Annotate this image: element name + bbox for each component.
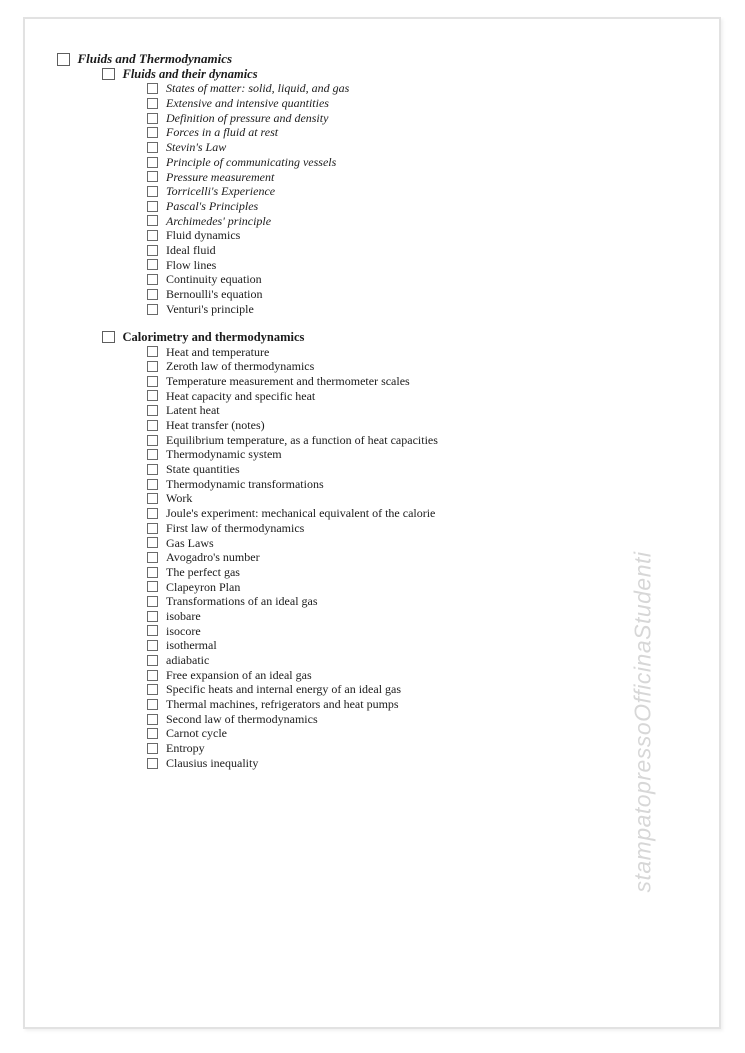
checklist-item [25, 140, 719, 155]
checklist-item [25, 477, 719, 492]
checkbox-icon[interactable] [147, 537, 158, 548]
checklist-item-label: adiabatic [166, 653, 210, 667]
checklist-item [25, 81, 719, 96]
checkbox-icon[interactable] [147, 523, 158, 534]
checklist-item [25, 682, 719, 697]
checklist-item [25, 67, 719, 82]
checkbox-icon[interactable] [147, 346, 158, 357]
checklist-item-label: Stevin's Law [166, 140, 227, 155]
checklist-item [25, 403, 719, 418]
checklist-item-label: Carnot cycle [166, 726, 227, 741]
checklist-item-label: Entropy [166, 741, 205, 756]
checklist-item-label: Bernoulli's equation [166, 287, 263, 301]
checklist-item [25, 52, 719, 67]
checklist-item [25, 565, 719, 580]
checklist-item-label: Clausius inequality [166, 755, 259, 770]
checklist-item-label: Heat transfer (notes) [166, 418, 265, 432]
checklist-item-label: Fluids and Thermodynamics [77, 51, 233, 66]
checklist-item-label: Pascal's Principles [166, 198, 259, 213]
checklist-item-label: Zeroth law of thermodynamics [166, 359, 315, 374]
checkbox-icon[interactable] [147, 376, 158, 387]
checklist-item-label: Heat capacity and specific heat [166, 388, 316, 403]
checkbox-icon[interactable] [147, 743, 158, 754]
checkbox-icon[interactable] [102, 331, 115, 344]
checklist-item-label: isocore [166, 623, 201, 638]
checklist-item [25, 170, 719, 185]
checklist-item-label: isothermal [166, 638, 217, 653]
checklist-item [25, 345, 719, 360]
checklist-item-label: State quantities [166, 462, 240, 477]
checklist-item-label: Thermodynamic system [166, 447, 282, 462]
checklist-item-label: The perfect gas [166, 564, 240, 579]
watermark-text: stampatopressoOfficinaStudenti [629, 551, 656, 893]
checklist-item-label: Ideal fluid [166, 242, 216, 257]
checklist-item [25, 330, 719, 345]
checkbox-icon[interactable] [147, 479, 158, 490]
checkbox-icon[interactable] [147, 405, 158, 416]
checklist-item [25, 741, 719, 756]
checklist-item [25, 550, 719, 565]
checkbox-icon[interactable] [147, 390, 158, 401]
checkbox-icon[interactable] [147, 435, 158, 446]
checklist-item [25, 418, 719, 433]
checkbox-icon[interactable] [147, 625, 158, 636]
checklist-item [25, 433, 719, 448]
checklist-item-label: Free expansion of an ideal gas [166, 667, 312, 682]
checklist-item-label: Thermodynamic transformations [166, 476, 324, 491]
checkbox-icon[interactable] [147, 127, 158, 138]
checkbox-icon[interactable] [147, 714, 158, 725]
checklist-item-label: Torricelli's Experience [166, 184, 276, 199]
checklist-item-label: Venturi's principle [166, 301, 254, 316]
checklist-item [25, 697, 719, 712]
checklist-item-label: Joule's experiment: mechanical equivalent of the calorie [166, 506, 436, 521]
checkbox-icon[interactable] [147, 289, 158, 300]
checkbox-icon[interactable] [147, 83, 158, 94]
checkbox-icon[interactable] [147, 611, 158, 622]
checklist-item-label: Specific heats and internal energy of an ideal gas [166, 682, 402, 697]
checkbox-icon[interactable] [147, 304, 158, 315]
checklist-item [25, 624, 719, 639]
checklist-item [25, 668, 719, 683]
checklist-item-label: Latent heat [166, 403, 220, 418]
checkbox-icon[interactable] [147, 201, 158, 212]
checklist-item [25, 258, 719, 273]
checklist-item [25, 214, 719, 229]
checklist-item [25, 447, 719, 462]
checklist-item [25, 609, 719, 624]
checkbox-icon[interactable] [147, 508, 158, 519]
checklist-item-label: Heat and temperature [166, 344, 270, 359]
checklist-item-label: Equilibrium temperature, as a function of heat capacities [166, 432, 438, 447]
checklist-item-label: Principle of communicating vessels [166, 154, 337, 169]
checklist-item [25, 199, 719, 214]
checkbox-icon[interactable] [147, 157, 158, 168]
checklist-item [25, 594, 719, 609]
checklist-item [25, 111, 719, 126]
checkbox-icon[interactable] [147, 274, 158, 285]
checkbox-icon[interactable] [147, 758, 158, 769]
checklist-item-label: Fluid dynamics [166, 228, 241, 243]
checklist-item [25, 96, 719, 111]
checklist-item [25, 155, 719, 170]
page [23, 17, 721, 1029]
checkbox-icon[interactable] [102, 68, 115, 81]
checkbox-icon[interactable] [147, 186, 158, 197]
checklist-item [25, 712, 719, 727]
checkbox-icon[interactable] [147, 464, 158, 475]
checkbox-icon[interactable] [147, 655, 158, 666]
checkbox-icon[interactable] [57, 53, 70, 66]
checkbox-icon[interactable] [147, 581, 158, 592]
checkbox-icon[interactable] [147, 493, 158, 504]
checklist-item-label: Extensive and intensive quantities [166, 96, 329, 111]
checkbox-icon[interactable] [147, 449, 158, 460]
checklist-item [25, 228, 719, 243]
checklist-item [25, 462, 719, 477]
checklist-item [25, 374, 719, 389]
checklist [25, 52, 719, 771]
checklist-item [25, 580, 719, 595]
checkbox-icon[interactable] [147, 728, 158, 739]
checkbox-icon[interactable] [147, 215, 158, 226]
checklist-item [25, 756, 719, 771]
checklist-item [25, 638, 719, 653]
checklist-item-label: First law of thermodynamics [166, 520, 305, 535]
checklist-item [25, 272, 719, 287]
checklist-item-label: Continuity equation [166, 272, 262, 287]
checklist-item-label: Fluids and their dynamics [122, 66, 258, 81]
checklist-item-label: Pressure measurement [166, 169, 275, 184]
checkbox-icon[interactable] [147, 420, 158, 431]
checklist-item [25, 536, 719, 551]
checklist-item-label: isobare [166, 608, 201, 623]
checklist-item-label: Gas Laws [166, 535, 214, 550]
checkbox-icon[interactable] [147, 230, 158, 241]
checkbox-icon[interactable] [147, 98, 158, 109]
checklist-item [25, 184, 719, 199]
checkbox-icon[interactable] [147, 113, 158, 124]
checklist-item [25, 302, 719, 317]
checklist-item-label: Definition of pressure and density [166, 110, 329, 125]
checklist-item-label: Flow lines [166, 257, 217, 272]
checklist-item [25, 491, 719, 506]
checklist-item-label: Work [166, 491, 193, 506]
checklist-item [25, 506, 719, 521]
checklist-item [25, 243, 719, 258]
checklist-item [25, 521, 719, 536]
checklist-item [25, 125, 719, 140]
checklist-item-label: Avogadro's number [166, 550, 260, 565]
checkbox-icon[interactable] [147, 171, 158, 182]
checklist-item-label: Forces in a fluid at rest [166, 125, 279, 140]
checkbox-icon[interactable] [147, 670, 158, 681]
checkbox-icon[interactable] [147, 552, 158, 563]
checklist-item-label: Transformations of an ideal gas [166, 594, 318, 609]
checkbox-icon[interactable] [147, 259, 158, 270]
checklist-item [25, 287, 719, 302]
checklist-item [25, 359, 719, 374]
checkbox-icon[interactable] [147, 567, 158, 578]
checkbox-icon[interactable] [147, 596, 158, 607]
checkbox-icon[interactable] [147, 361, 158, 372]
checklist-item-label: Clapeyron Plan [166, 579, 241, 594]
checklist-item-label: Thermal machines, refrigerators and heat pumps [166, 697, 399, 712]
checkbox-icon[interactable] [147, 245, 158, 256]
checkbox-icon[interactable] [147, 640, 158, 651]
checklist-item [25, 389, 719, 404]
checkbox-icon[interactable] [147, 699, 158, 710]
checklist-item-label: Archimedes' principle [166, 213, 272, 228]
checkbox-icon[interactable] [147, 142, 158, 153]
checklist-item-label: Second law of thermodynamics [166, 711, 318, 726]
checklist-item [25, 653, 719, 668]
checklist-item [25, 726, 719, 741]
checkbox-icon[interactable] [147, 684, 158, 695]
checklist-item-label: States of matter: solid, liquid, and gas [166, 81, 350, 96]
checklist-item-label: Calorimetry and thermodynamics [122, 329, 305, 344]
checklist-item-label: Temperature measurement and thermometer scales [166, 373, 410, 388]
